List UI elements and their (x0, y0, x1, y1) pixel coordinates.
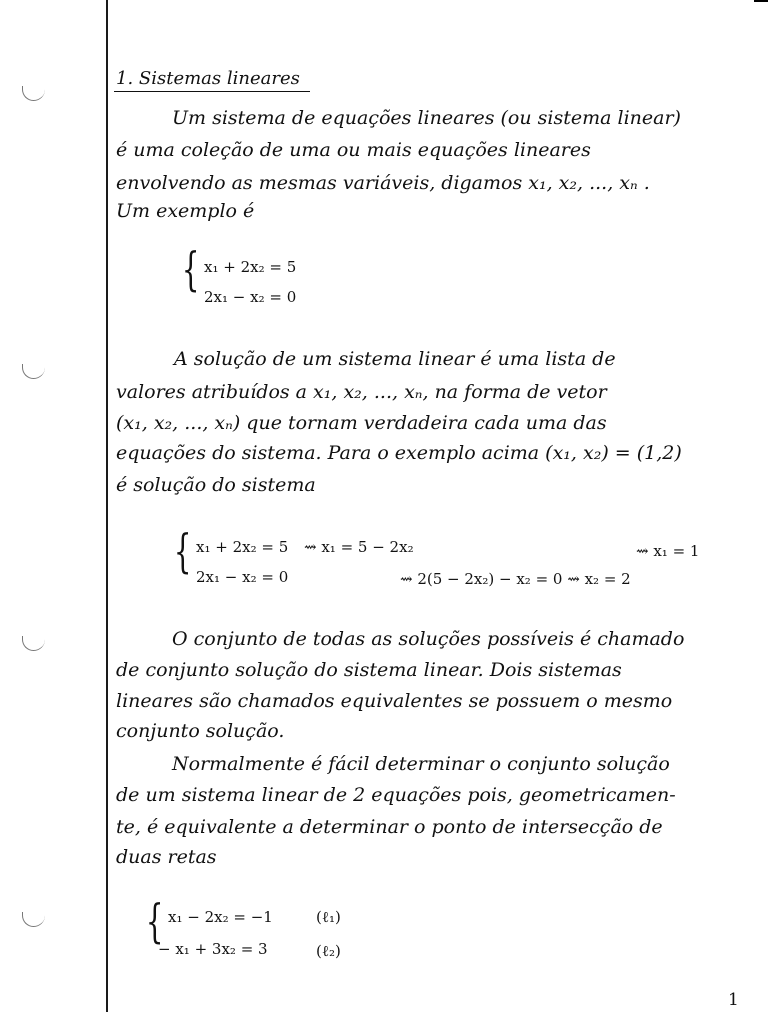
system2-step1: ⇝ x₁ = 5 − 2x₂ (304, 538, 414, 556)
binder-hole (22, 636, 45, 651)
system2-eq2: 2x₁ − x₂ = 0 (196, 568, 289, 586)
system2-result1: ⇝ x₁ = 1 (636, 542, 700, 560)
binder-hole (22, 86, 45, 101)
para3-line4: conjunto solução. (116, 720, 285, 742)
system1-eq2: 2x₁ − x₂ = 0 (204, 288, 297, 306)
system3-label2: (ℓ₂) (316, 942, 341, 960)
para2-line1: A solução de um sistema linear é uma lista de (174, 348, 616, 370)
title-underline (114, 91, 310, 92)
system3-eq1: x₁ − 2x₂ = −1 (168, 908, 273, 926)
para3-line1: O conjunto de todas as soluções possíveis é chamado (172, 628, 685, 650)
para2-line4: equações do sistema. Para o exemplo acima (x₁, x₂) = (1,2) (116, 442, 682, 464)
para1-line1: Um sistema de equações lineares (ou sistema linear) (172, 107, 681, 129)
binder-hole (22, 912, 45, 927)
top-edge-mark (754, 0, 768, 2)
para2-line3: (x₁, x₂, ..., xₙ) que tornam verdadeira cada uma das (116, 412, 607, 434)
para2-line2: valores atribuídos a x₁, x₂, ..., xₙ, na forma de vetor (116, 381, 607, 403)
system2-brace: { (173, 524, 192, 578)
para1-line4: Um exemplo é (116, 200, 255, 222)
para4-line2: de um sistema linear de 2 equações pois, geometricamen- (116, 784, 676, 806)
para3-line3: lineares são chamados equivalentes se possuem o mesmo (116, 690, 673, 712)
system3-eq2: − x₁ + 3x₂ = 3 (158, 940, 268, 958)
system1-eq1: x₁ + 2x₂ = 5 (204, 258, 297, 276)
system3-label1: (ℓ₁) (316, 908, 341, 926)
para4-line4: duas retas (116, 846, 217, 868)
para1-line3: envolvendo as mesmas variáveis, digamos x₁, x₂, ..., xₙ . (116, 172, 650, 194)
para4-line1: Normalmente é fácil determinar o conjunto solução (172, 753, 670, 775)
para1-line2: é uma coleção de uma ou mais equações lineares (116, 139, 591, 161)
system2-eq1: x₁ + 2x₂ = 5 (196, 538, 289, 556)
section-title: 1. Sistemas lineares (116, 68, 300, 89)
para3-line2: de conjunto solução do sistema linear. Dois sistemas (116, 659, 622, 681)
system2-step2: ⇝ 2(5 − 2x₂) − x₂ = 0 ⇝ x₂ = 2 (400, 570, 631, 588)
system1-brace: { (181, 242, 200, 296)
system3-brace: { (145, 894, 164, 948)
page-number: 1 (728, 990, 739, 1010)
margin-line (106, 0, 108, 1012)
binder-hole (22, 364, 45, 379)
para4-line3: te, é equivalente a determinar o ponto de intersecção de (116, 816, 663, 838)
para2-line5: é solução do sistema (116, 474, 316, 496)
